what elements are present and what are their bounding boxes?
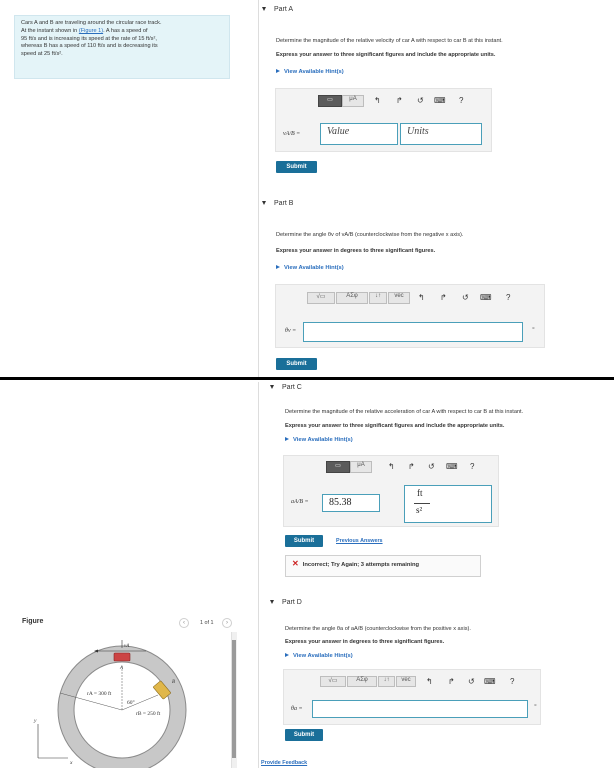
reset-icon[interactable]: ↺ — [468, 677, 475, 686]
part-c-var-label: aA/B = — [291, 499, 309, 505]
incorrect-icon: ✕ — [292, 559, 299, 568]
part-d-var-label: θa = — [291, 706, 303, 712]
problem-line-1: Cars A and B are traveling around the circular race track. — [21, 20, 162, 26]
part-c-submit-button[interactable]: Submit — [285, 535, 323, 547]
value-input[interactable]: Value — [320, 123, 398, 145]
column-divider-top — [258, 0, 259, 378]
column-divider-bottom — [258, 382, 259, 768]
part-d-answer-panel — [283, 669, 541, 725]
redo-icon[interactable]: ↱ — [396, 96, 403, 105]
undo-icon[interactable]: ↰ — [374, 96, 381, 105]
sqrt-button[interactable] — [320, 676, 346, 687]
help-icon[interactable]: ? — [506, 293, 511, 302]
units-template-button[interactable] — [342, 95, 364, 107]
greek-icon: ΑΣφ — [356, 677, 368, 683]
part-a-question: Determine the magnitude of the relative velocity of car A with respect to car B at this instant. — [276, 38, 503, 44]
va-label: vA — [124, 644, 130, 649]
sqrt-button[interactable] — [307, 292, 335, 304]
feedback-text: Incorrect; Try Again; 3 attempts remaining — [302, 562, 420, 568]
units-input[interactable]: Units — [400, 123, 482, 145]
part-c-hint-label: View Available Hint(s) — [293, 437, 353, 443]
unit-denominator: s² — [416, 505, 423, 515]
part-d-instruction: Express your answer in degrees to three significant figures. — [285, 639, 445, 645]
part-d-label: Part D — [282, 599, 302, 606]
part-b-label: Part B — [274, 200, 294, 207]
templates-icon: ▭ — [335, 463, 341, 469]
keyboard-icon[interactable]: ⌨ — [480, 293, 492, 302]
part-b-answer-panel — [275, 284, 545, 348]
part-b-hint-link[interactable] — [276, 265, 344, 271]
screenshot-divider — [0, 377, 614, 380]
templates-button[interactable] — [326, 461, 350, 473]
expand-icon — [276, 265, 280, 269]
part-a-instruction: Express your answer to three significant figures and include the appropriate units. — [276, 52, 496, 58]
templates-icon: ▭ — [327, 97, 333, 103]
figure-heading: Figure — [22, 618, 44, 625]
part-a-var-label: vA/B = — [283, 131, 301, 137]
part-b-instruction: Express your answer in degrees to three significant figures. — [276, 248, 436, 254]
problem-line-6: speed at 25 ft/s². — [21, 51, 63, 58]
part-d-submit-button[interactable]: Submit — [285, 729, 323, 741]
templates-button[interactable] — [318, 95, 342, 107]
arrows-button[interactable] — [369, 292, 387, 304]
reset-icon[interactable]: ↺ — [462, 293, 469, 302]
reset-icon[interactable]: ↺ — [417, 96, 424, 105]
a-label: A — [120, 666, 124, 671]
rb-label: rB = 250 ft — [136, 711, 161, 717]
part-b-submit-button[interactable]: Submit — [276, 358, 317, 370]
sqrt-icon: √▭ — [316, 294, 326, 300]
help-icon[interactable]: ? — [510, 677, 515, 686]
prev-figure-button[interactable] — [179, 618, 189, 628]
y-axis-label: y — [34, 718, 37, 724]
previous-answers-link[interactable]: Previous Answers — [336, 538, 383, 544]
problem-line-5: whereas B has a speed of 110 ft/s and is decreasing its — [21, 43, 158, 50]
part-c-answer-panel — [283, 455, 499, 527]
mu-icon: μA — [349, 96, 357, 102]
expand-icon — [285, 653, 289, 657]
keyboard-icon[interactable]: ⌨ — [484, 677, 496, 686]
help-icon[interactable]: ? — [459, 96, 464, 105]
problem-line-4: 95 ft/s and is increasing its speed at the rate of 15 ft/s², — [21, 35, 157, 42]
chevron-left-icon: ‹ — [183, 620, 185, 626]
b-label: B — [172, 680, 176, 685]
part-a-answer-panel — [275, 88, 492, 152]
problem-text-2: At the instant shown in — [21, 27, 78, 34]
part-d-hint-link[interactable] — [285, 653, 353, 659]
arrows-icon: ↓↑ — [375, 293, 381, 299]
part-b-question: Determine the angle θv of vA/B (counterclockwise from the negative x axis). — [276, 232, 464, 238]
vec-button[interactable] — [388, 292, 410, 304]
part-a-hint-label: View Available Hint(s) — [284, 69, 344, 75]
part-c-units-input[interactable] — [404, 485, 492, 523]
problem-line-2 — [21, 28, 223, 36]
figure-scroll-thumb[interactable] — [232, 640, 236, 758]
undo-icon[interactable]: ↰ — [418, 293, 425, 302]
expand-icon — [285, 437, 289, 441]
expand-icon — [276, 69, 280, 73]
angle-label: 60° — [127, 700, 135, 706]
sqrt-icon: √▭ — [328, 678, 338, 684]
unit-numerator: ft — [417, 488, 423, 498]
ra-label: rA = 300 ft — [87, 691, 112, 697]
collapse-icon — [262, 7, 266, 11]
problem-text-3: . A has a speed of — [103, 27, 148, 34]
part-a-label: Part A — [274, 6, 294, 13]
mu-icon: μA — [357, 462, 365, 468]
keyboard-icon[interactable]: ⌨ — [446, 462, 458, 471]
part-d-header[interactable] — [270, 599, 302, 606]
next-figure-button[interactable] — [222, 618, 232, 628]
part-c-label: Part C — [282, 384, 302, 391]
part-c-hint-link[interactable] — [285, 437, 353, 443]
redo-icon[interactable]: ↱ — [408, 462, 415, 471]
figure-link[interactable]: (Figure 1) — [78, 27, 104, 34]
part-d-hint-label: View Available Hint(s) — [293, 653, 353, 659]
collapse-icon — [262, 201, 266, 205]
redo-icon[interactable]: ↱ — [440, 293, 447, 302]
part-b-answer-input[interactable] — [303, 322, 523, 342]
degree-unit: ° — [532, 327, 535, 334]
part-a-hint-link[interactable] — [276, 69, 344, 75]
greek-button[interactable] — [336, 292, 368, 304]
units-template-button[interactable] — [350, 461, 372, 473]
part-c-instruction: Express your answer to three significant figures and include the appropriate units. — [285, 423, 505, 429]
part-c-value-input[interactable]: 85.38 — [322, 494, 380, 512]
problem-statement — [14, 15, 230, 79]
part-b-hint-label: View Available Hint(s) — [284, 265, 344, 271]
reset-icon[interactable]: ↺ — [428, 462, 435, 471]
part-a-submit-button[interactable]: Submit — [276, 161, 317, 173]
race-track-figure — [30, 640, 230, 768]
part-c-feedback — [285, 555, 481, 577]
greek-icon: ΑΣφ — [346, 293, 358, 299]
collapse-icon — [270, 385, 274, 389]
part-b-header[interactable] — [262, 200, 293, 207]
part-d-question: Determine the angle θa of aA/B (counterclockwise from the positive x axis). — [285, 626, 471, 632]
redo-icon[interactable]: ↱ — [448, 677, 455, 686]
collapse-icon — [270, 600, 274, 604]
provide-feedback-link[interactable]: Provide Feedback — [261, 760, 308, 766]
part-b-var-label: θv = — [285, 328, 297, 334]
part-c-question: Determine the magnitude of the relative acceleration of car A with respect to car B at this instant. — [285, 409, 524, 415]
part-c-header[interactable] — [270, 384, 302, 391]
keyboard-icon[interactable]: ⌨ — [434, 96, 446, 105]
car-a — [114, 653, 130, 661]
fraction-bar — [414, 503, 430, 504]
vec-icon: vec — [394, 293, 404, 299]
vec-button[interactable] — [396, 676, 416, 687]
x-axis-label: x — [70, 760, 73, 766]
vec-icon: vec — [401, 677, 411, 683]
undo-icon[interactable]: ↰ — [388, 462, 395, 471]
arrows-icon: ↓↑ — [383, 677, 390, 683]
help-icon[interactable]: ? — [470, 462, 475, 471]
figure-pager: 1 of 1 — [200, 620, 214, 626]
degree-unit: ° — [534, 704, 537, 711]
greek-button[interactable] — [347, 676, 377, 687]
arrows-button[interactable] — [378, 676, 395, 687]
undo-icon[interactable]: ↰ — [426, 677, 433, 686]
part-a-header[interactable] — [262, 6, 293, 13]
part-d-answer-input[interactable] — [312, 700, 528, 718]
chevron-right-icon: › — [226, 620, 228, 626]
